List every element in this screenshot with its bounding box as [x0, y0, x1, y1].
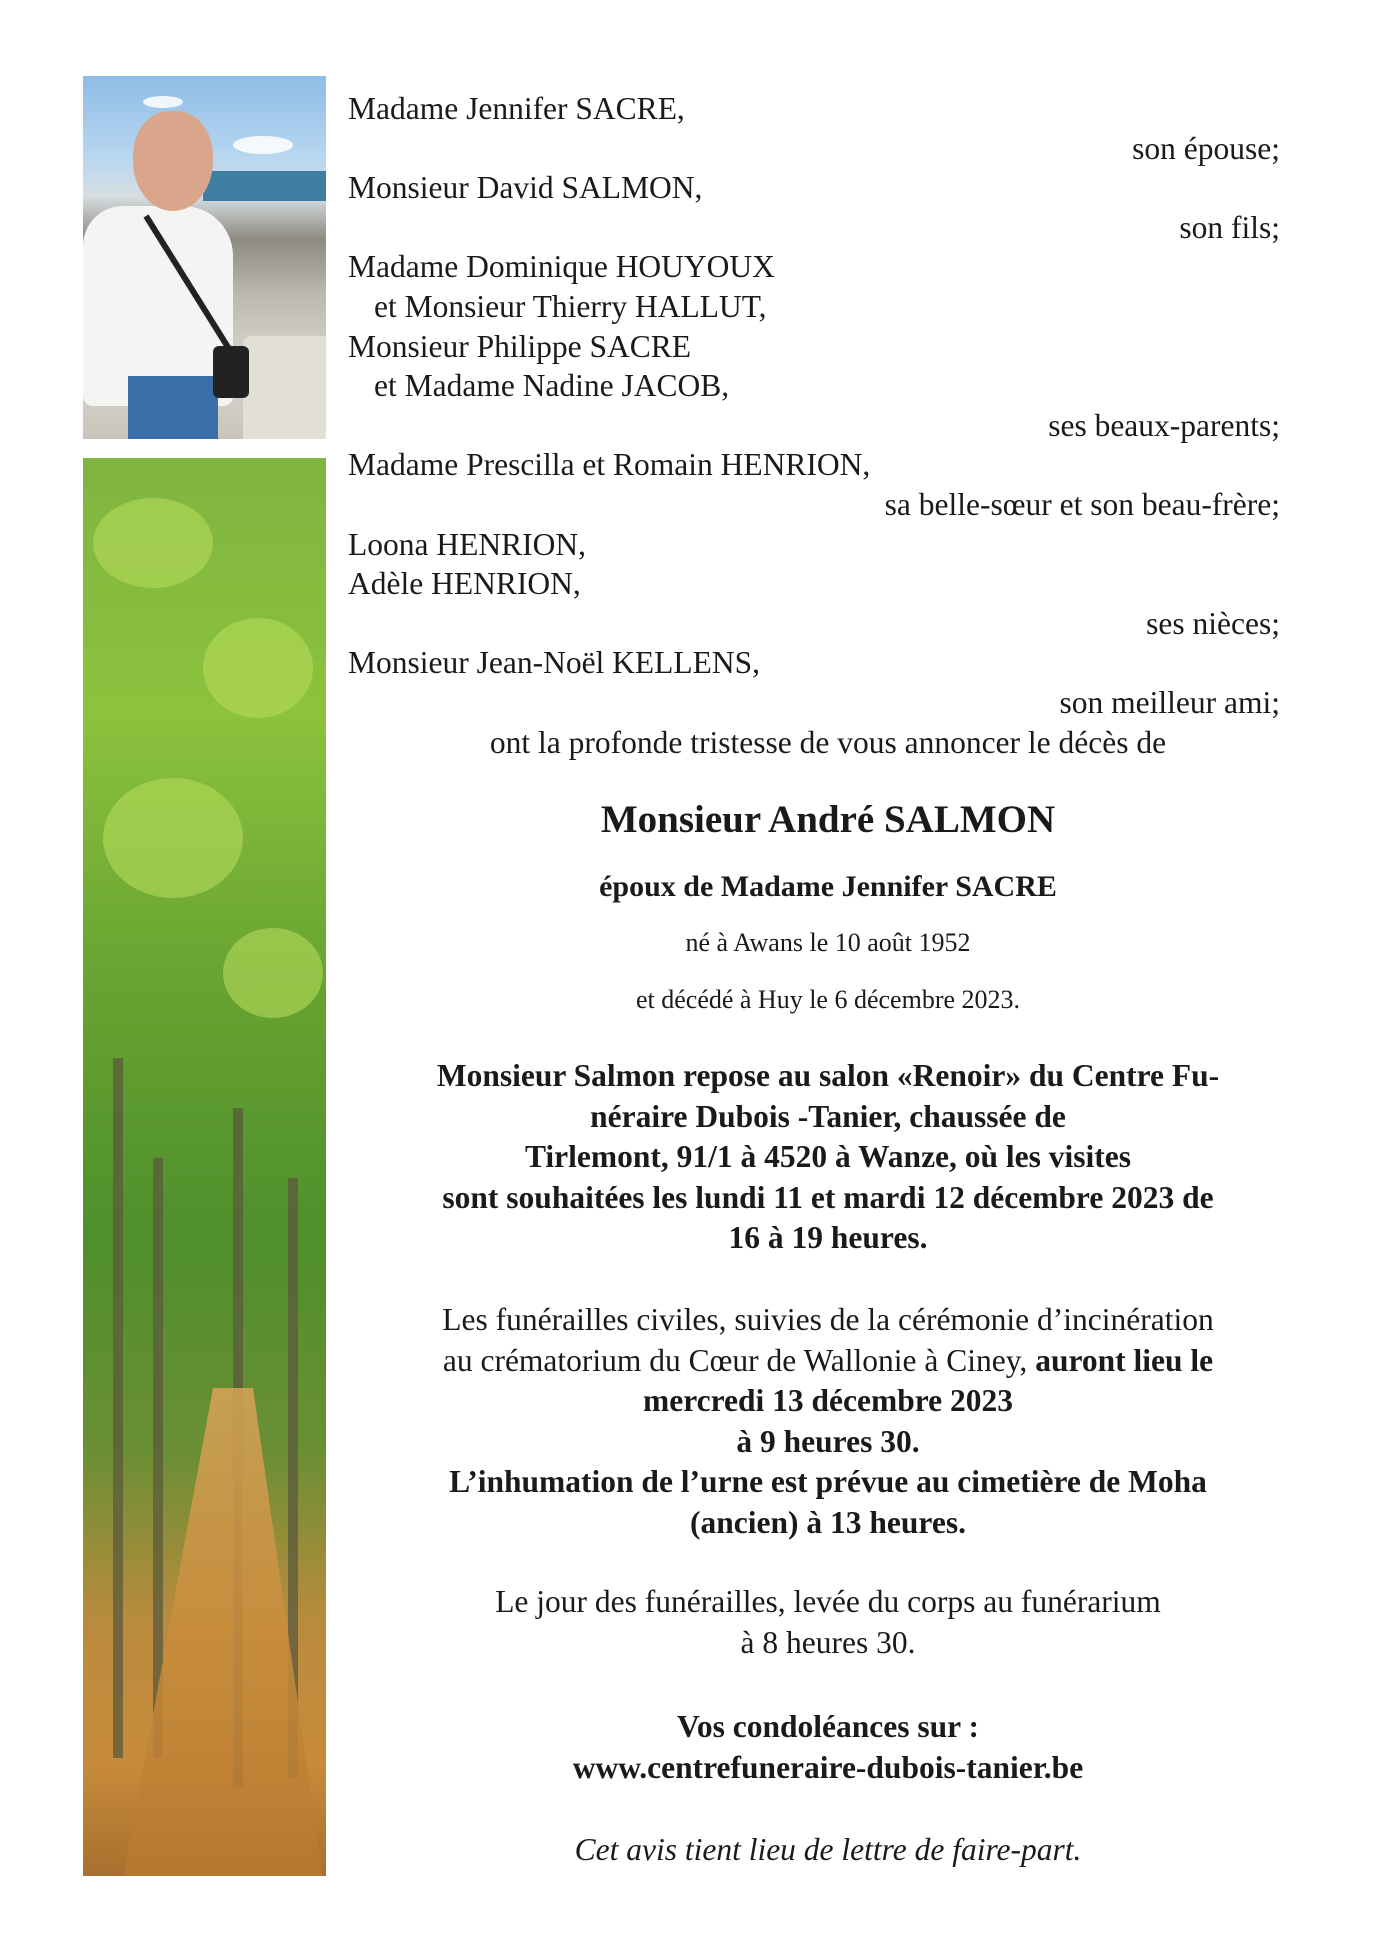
family-list	[348, 89, 1280, 723]
family-member: et Madame Nadine JACOB,	[374, 368, 730, 404]
condolences-link[interactable]: www.centrefuneraire-dubois-tanier.be	[572, 1749, 1084, 1785]
departure-line: Le jour des funérailles, levée du corps au funérarium	[495, 1584, 1161, 1619]
family-member: Monsieur David SALMON,	[348, 170, 703, 206]
funeral-block	[348, 1300, 1308, 1543]
condolences-block	[348, 1707, 1308, 1788]
family-relation: sa belle-sœur et son beau-frère;	[884, 486, 1280, 522]
footer-note: Cet avis tient lieu de lettre de faire-part.	[574, 1832, 1082, 1867]
burial-line: L’inhumation de l’urne est prévue au cimetière de Moha	[449, 1464, 1207, 1499]
family-member: Madame Jennifer SACRE,	[348, 91, 685, 126]
family-member: Adèle HENRION,	[348, 566, 581, 602]
visits-line: Monsieur Salmon repose au salon «Renoir» du Centre Fu-	[436, 1058, 1220, 1093]
visits-line: sont souhaitées les lundi 11 et mardi 12 décembre 2023 de	[442, 1179, 1214, 1215]
departure-time: à 8 heures 30.	[740, 1624, 916, 1660]
departure-block	[348, 1582, 1308, 1663]
family-member: Madame Dominique HOUYOUX	[348, 249, 775, 285]
funeral-line	[348, 1341, 1308, 1382]
visits-line: 16 à 19 heures.	[728, 1220, 928, 1255]
family-relation: ses nièces;	[1146, 605, 1280, 641]
deceased-name: Monsieur André SALMON	[600, 798, 1056, 841]
family-member: Madame Prescilla et Romain HENRION,	[348, 447, 871, 483]
portrait-photo	[83, 76, 326, 439]
deceased-spouse: époux de Madame Jennifer SACRE	[599, 870, 1057, 903]
family-relation: ses beaux-parents;	[1048, 407, 1280, 443]
family-relation: son fils;	[1179, 209, 1280, 245]
funeral-line: Les funérailles civiles, suivies de la cérémonie d’incinération	[442, 1302, 1214, 1337]
family-member: et Monsieur Thierry HALLUT,	[374, 288, 767, 324]
forest-path-photo	[83, 458, 326, 1876]
burial-time: (ancien) à 13 heures.	[690, 1504, 966, 1540]
birth-info: né à Awans le 10 août 1952	[685, 928, 971, 957]
announcement: ont la profonde tristesse de vous annoncer le décès de	[489, 725, 1167, 760]
family-relation: son meilleur ami;	[1059, 684, 1280, 720]
family-member: Loona HENRION,	[348, 526, 586, 562]
family-member: Monsieur Philippe SACRE	[348, 328, 692, 364]
family-relation: son épouse;	[1132, 130, 1280, 166]
visits-block	[348, 1056, 1308, 1259]
visits-line: néraire Dubois -Tanier, chaussée de	[590, 1098, 1066, 1134]
funeral-place: au crématorium du Cœur de Wallonie à Ciney,	[442, 1342, 1028, 1378]
death-info: et décédé à Huy le 6 décembre 2023.	[635, 985, 1021, 1014]
condolences-label: Vos condoléances sur :	[677, 1709, 979, 1744]
funeral-time: à 9 heures 30.	[736, 1423, 920, 1459]
visits-line: Tirlemont, 91/1 à 4520 à Wanze, où les visites	[524, 1139, 1132, 1174]
funeral-date: mercredi 13 décembre 2023	[642, 1383, 1014, 1418]
family-member: Monsieur Jean-Noël KELLENS,	[348, 645, 761, 681]
funeral-occurs: auront lieu le	[1035, 1342, 1214, 1378]
